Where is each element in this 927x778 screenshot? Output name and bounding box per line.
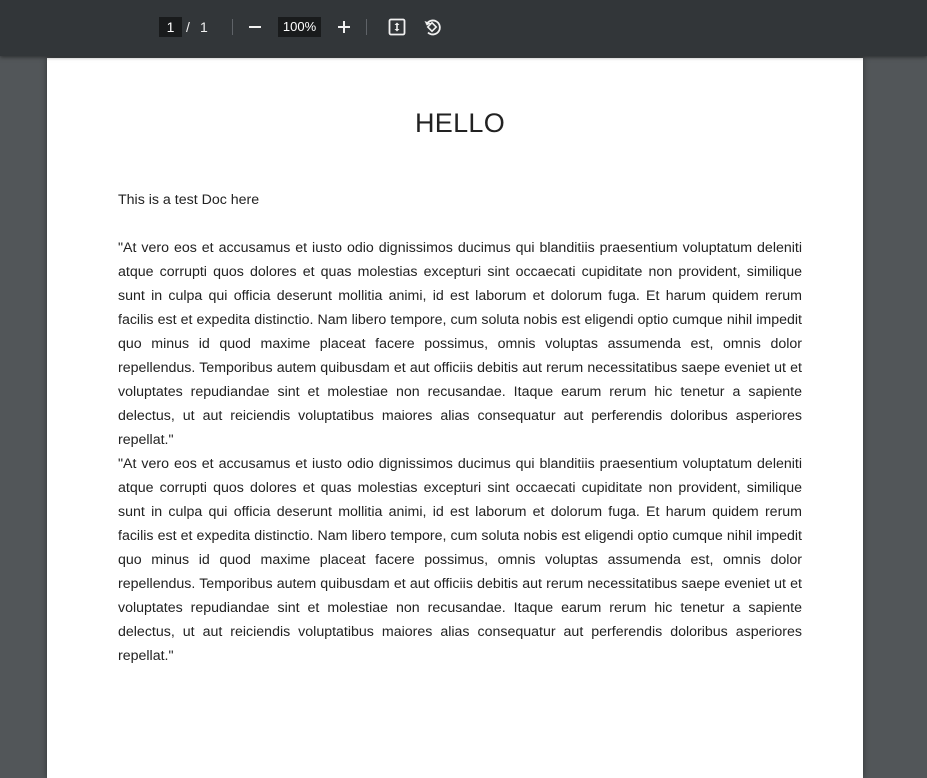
minus-icon: [248, 20, 262, 34]
document-title: HELLO: [414, 108, 506, 138]
plus-icon: [337, 20, 351, 34]
zoom-out-button[interactable]: [241, 13, 269, 41]
document-paragraph: "At vero eos et accusamus et iusto odio dignissimos ducimus qui blanditiis praesentium voluptatum deleniti atque corrupti quos dolores et quas molestias excepturi sint occaecati cupiditate non provident, similique sunt in culpa qui officia deserunt mollitia animi, id est laborum et dolorum fuga. Et harum quidem rerum facilis est et expedita distinctio. Nam libero tempore, cum soluta nobis est eligendi optio cumque nihil impedit quo minus id quod maxime placeat facere possimus, omnis voluptas assumenda est, omnis dolor repellendus. Temporibus autem quibusdam et aut officiis debitis aut rerum necessitatibus saepe eveniet ut et voluptates repudiandae sint et molestiae non recusandae. Itaque earum rerum hic tenetur a sapiente delectus, ut aut reiciendis voluptatibus maiores alias consequatur aut perferendis doloribus asperiores repellat.": [118, 240, 802, 448]
rotate-button[interactable]: [418, 13, 446, 41]
pdf-page: [47, 58, 863, 778]
pdf-toolbar: [0, 0, 927, 56]
rotate-counterclockwise-icon: [422, 17, 442, 37]
page-separator: /: [186, 19, 190, 35]
document-viewer[interactable]: [0, 56, 927, 767]
fit-to-page-button[interactable]: [383, 13, 411, 41]
document-paragraph: "At vero eos et accusamus et iusto odio dignissimos ducimus qui blanditiis praesentium voluptatum deleniti atque corrupti quos dolores et quas molestias excepturi sint occaecati cupiditate non provident, similique sunt in culpa qui officia deserunt mollitia animi, id est laborum et dolorum fuga. Et harum quidem rerum facilis est et expedita distinctio. Nam libero tempore, cum soluta nobis est eligendi optio cumque nihil impedit quo minus id quod maxime placeat facere possimus, omnis voluptas assumenda est, omnis dolor repellendus. Temporibus autem quibusdam et aut officiis debitis aut rerum necessitatibus saepe eveniet ut et voluptates repudiandae sint et molestiae non recusandae. Itaque earum rerum hic tenetur a sapiente delectus, ut aut reiciendis voluptatibus maiores alias consequatur aut perferendis doloribus asperiores repellat.": [118, 456, 802, 664]
zoom-level-input[interactable]: 100%: [278, 17, 321, 37]
page-total-count: 1: [200, 19, 208, 35]
document-intro-text: This is a test Doc here: [118, 192, 260, 208]
zoom-in-button[interactable]: [330, 13, 358, 41]
fit-to-page-icon: [388, 18, 406, 36]
toolbar-divider: [366, 19, 367, 35]
page-number-input[interactable]: 1: [159, 17, 182, 37]
toolbar-divider: [232, 19, 233, 35]
